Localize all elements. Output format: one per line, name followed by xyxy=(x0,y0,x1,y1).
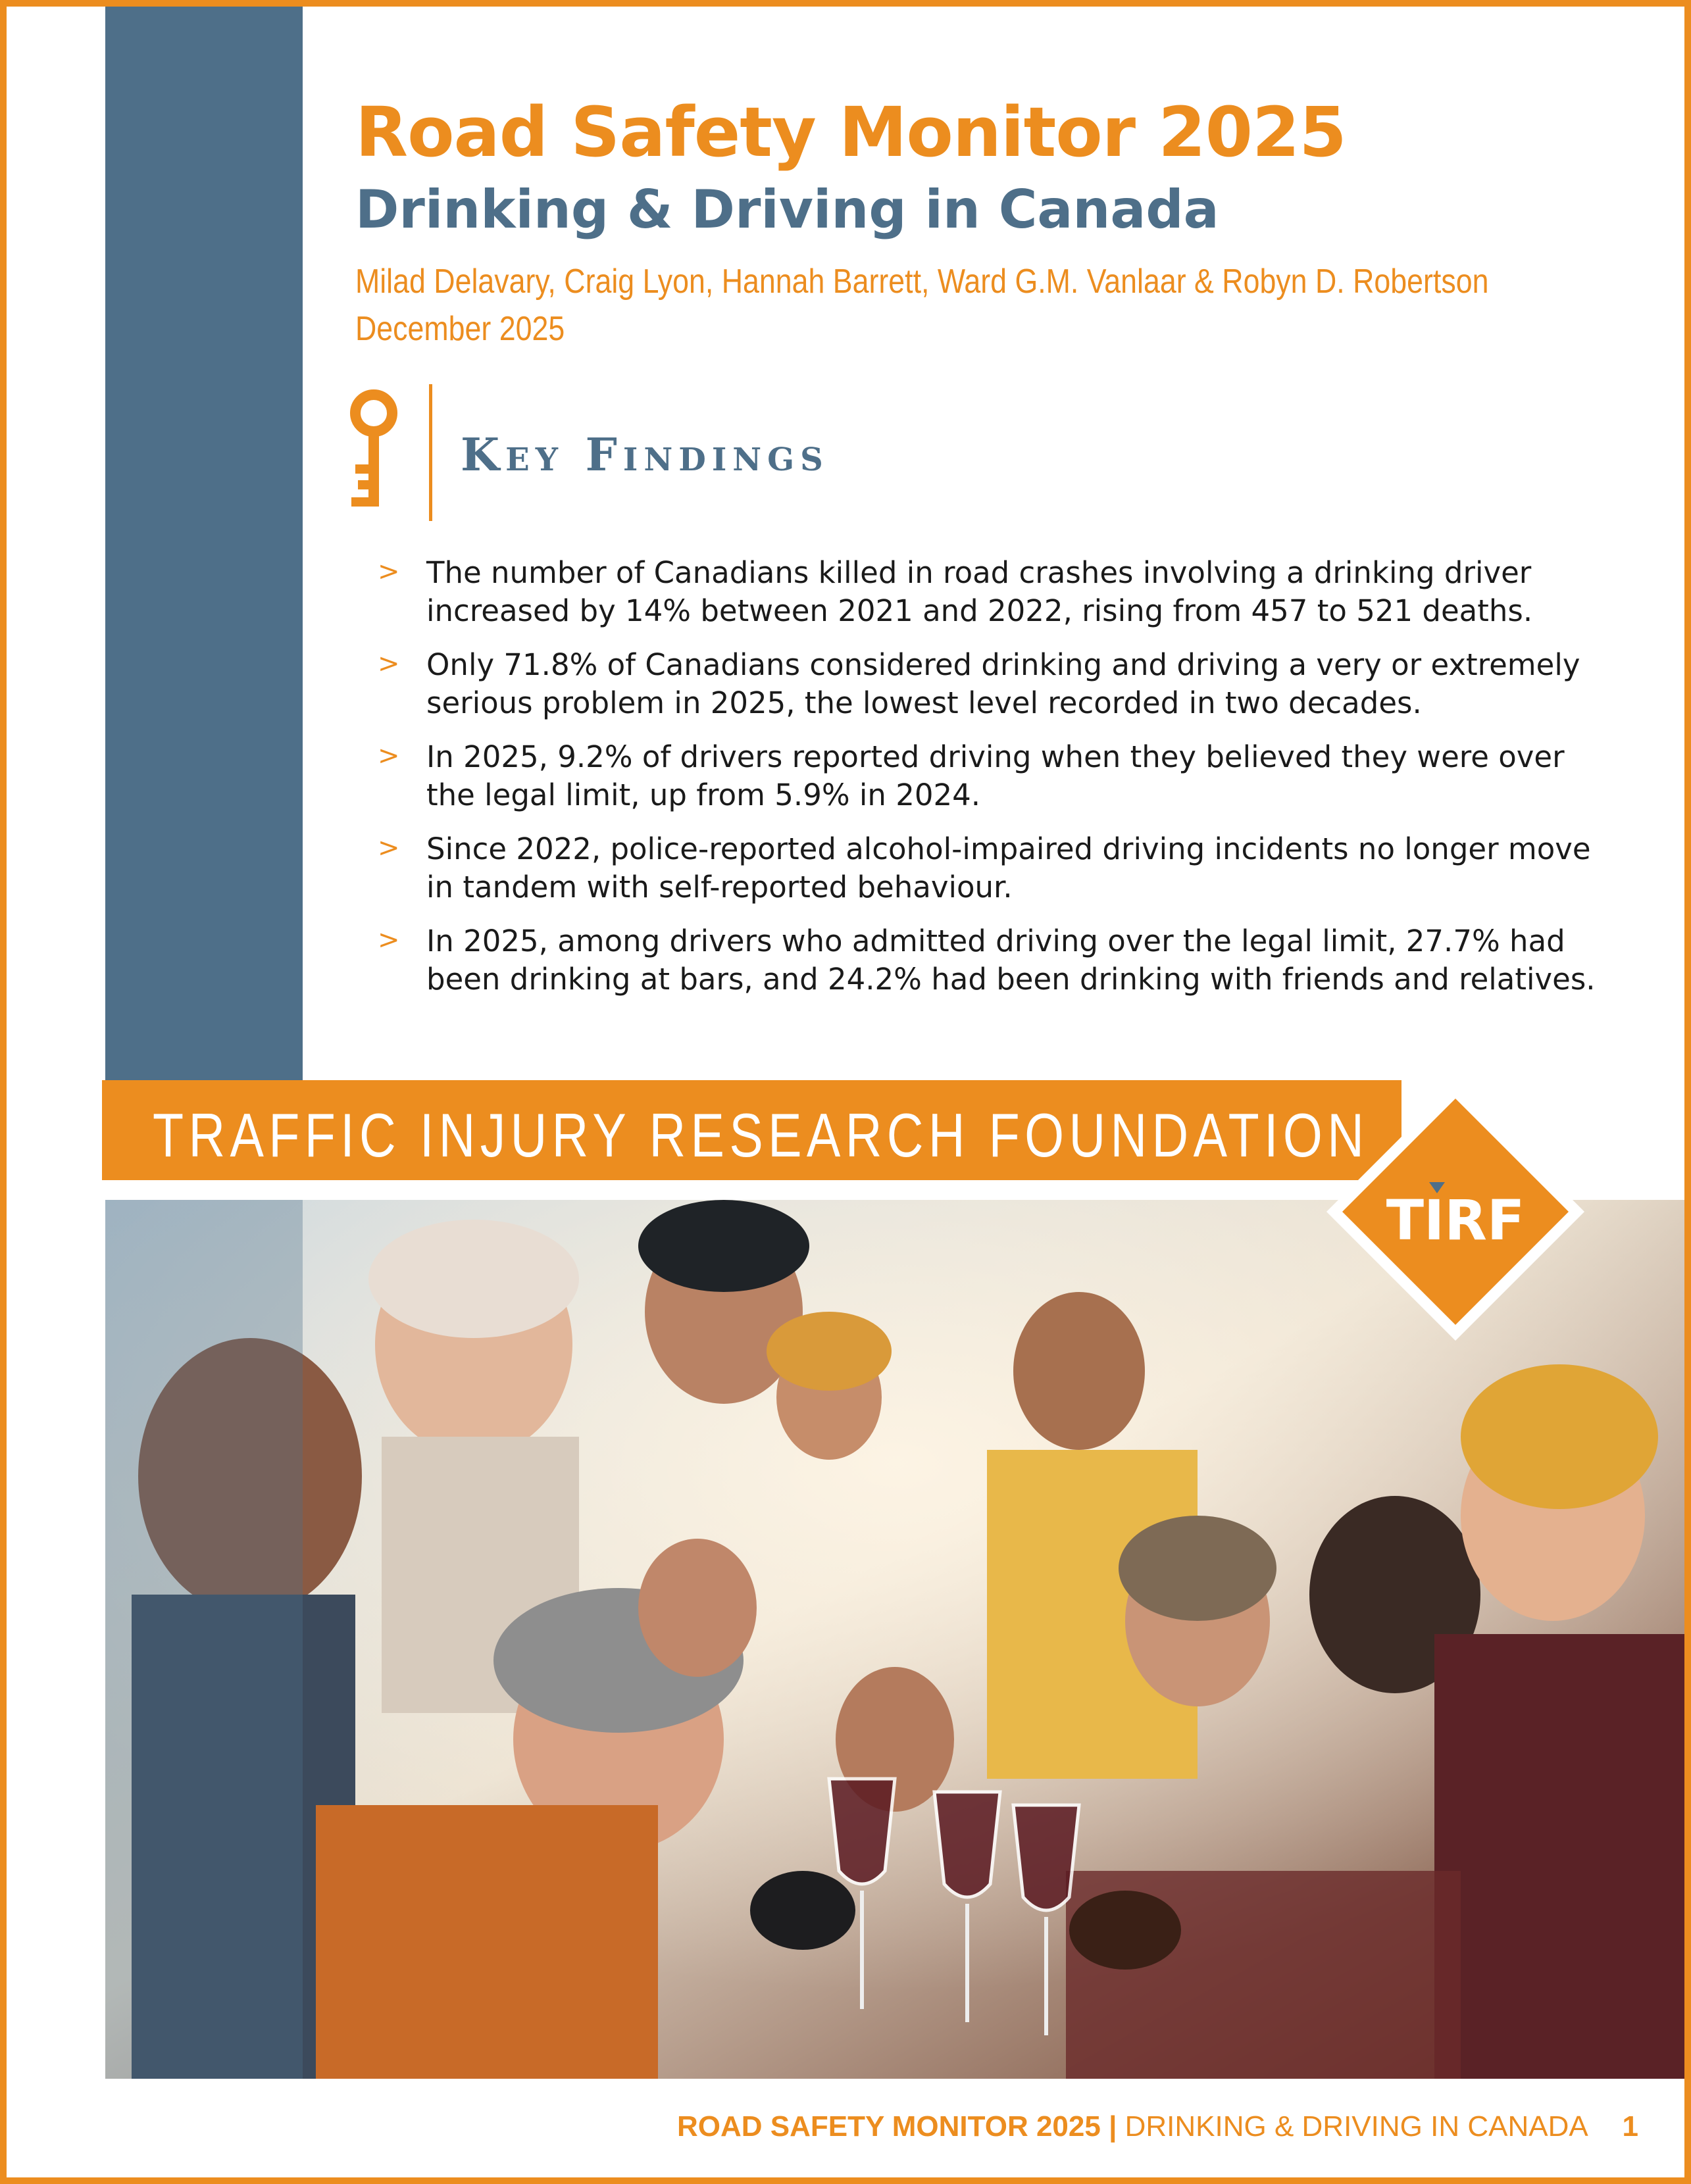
key-findings-divider xyxy=(429,384,432,521)
page-footer xyxy=(677,2110,1638,2143)
page-number: 1 xyxy=(1622,2110,1638,2143)
finding-item xyxy=(368,646,1605,722)
chevron-bullet-icon: > xyxy=(378,833,400,863)
footer-separator: | xyxy=(1109,2110,1117,2143)
left-accent-bar xyxy=(105,7,303,1080)
key-findings-list xyxy=(368,554,1605,1014)
key-icon xyxy=(347,388,405,513)
logo-text: TIRF xyxy=(1386,1188,1525,1253)
finding-item xyxy=(368,738,1605,814)
finding-text: Since 2022, police-reported alcohol-impaired driving incidents no longer move in tandem with self-reported behaviour. xyxy=(426,831,1591,905)
publication-date: December 2025 xyxy=(355,310,565,348)
finding-text: In 2025, 9.2% of drivers reported driving when they believed they were over the legal limit, up from 5.9% in 2024. xyxy=(426,739,1565,812)
finding-text: In 2025, among drivers who admitted driving over the legal limit, 27.7% had been drinking at bars, and 24.2% had been drinking with friends and relatives. xyxy=(426,924,1596,997)
chevron-bullet-icon: > xyxy=(378,925,400,955)
footer-section: DRINKING & DRIVING IN CANADA xyxy=(1124,2110,1587,2143)
chevron-bullet-icon: > xyxy=(378,741,400,771)
tirf-logo xyxy=(1324,1080,1587,1343)
document-subtitle: Drinking & Driving in Canada xyxy=(355,179,1219,240)
key-findings-heading: Key Findings xyxy=(461,429,829,482)
chevron-bullet-icon: > xyxy=(378,649,400,679)
chevron-bullet-icon: > xyxy=(378,557,400,587)
finding-item xyxy=(368,554,1605,630)
authors-line: Milad Delavary, Craig Lyon, Hannah Barrett, Ward G.M. Vanlaar & Robyn D. Robertson xyxy=(355,262,1489,301)
document-title: Road Safety Monitor 2025 xyxy=(355,92,1346,172)
finding-item xyxy=(368,922,1605,999)
finding-text: Only 71.8% of Canadians considered drinking and driving a very or extremely serious problem in 2025, the lowest level recorded in two decades. xyxy=(426,647,1580,720)
footer-publication: ROAD SAFETY MONITOR 2025 xyxy=(676,2110,1101,2143)
organization-name: TRAFFIC INJURY RESEARCH FOUNDATION xyxy=(153,1101,1369,1170)
finding-item xyxy=(368,830,1605,906)
finding-text: The number of Canadians killed in road crashes involving a drinking driver increased by 14% between 2021 and 2022, rising from 457 to 521 deaths. xyxy=(426,555,1533,628)
